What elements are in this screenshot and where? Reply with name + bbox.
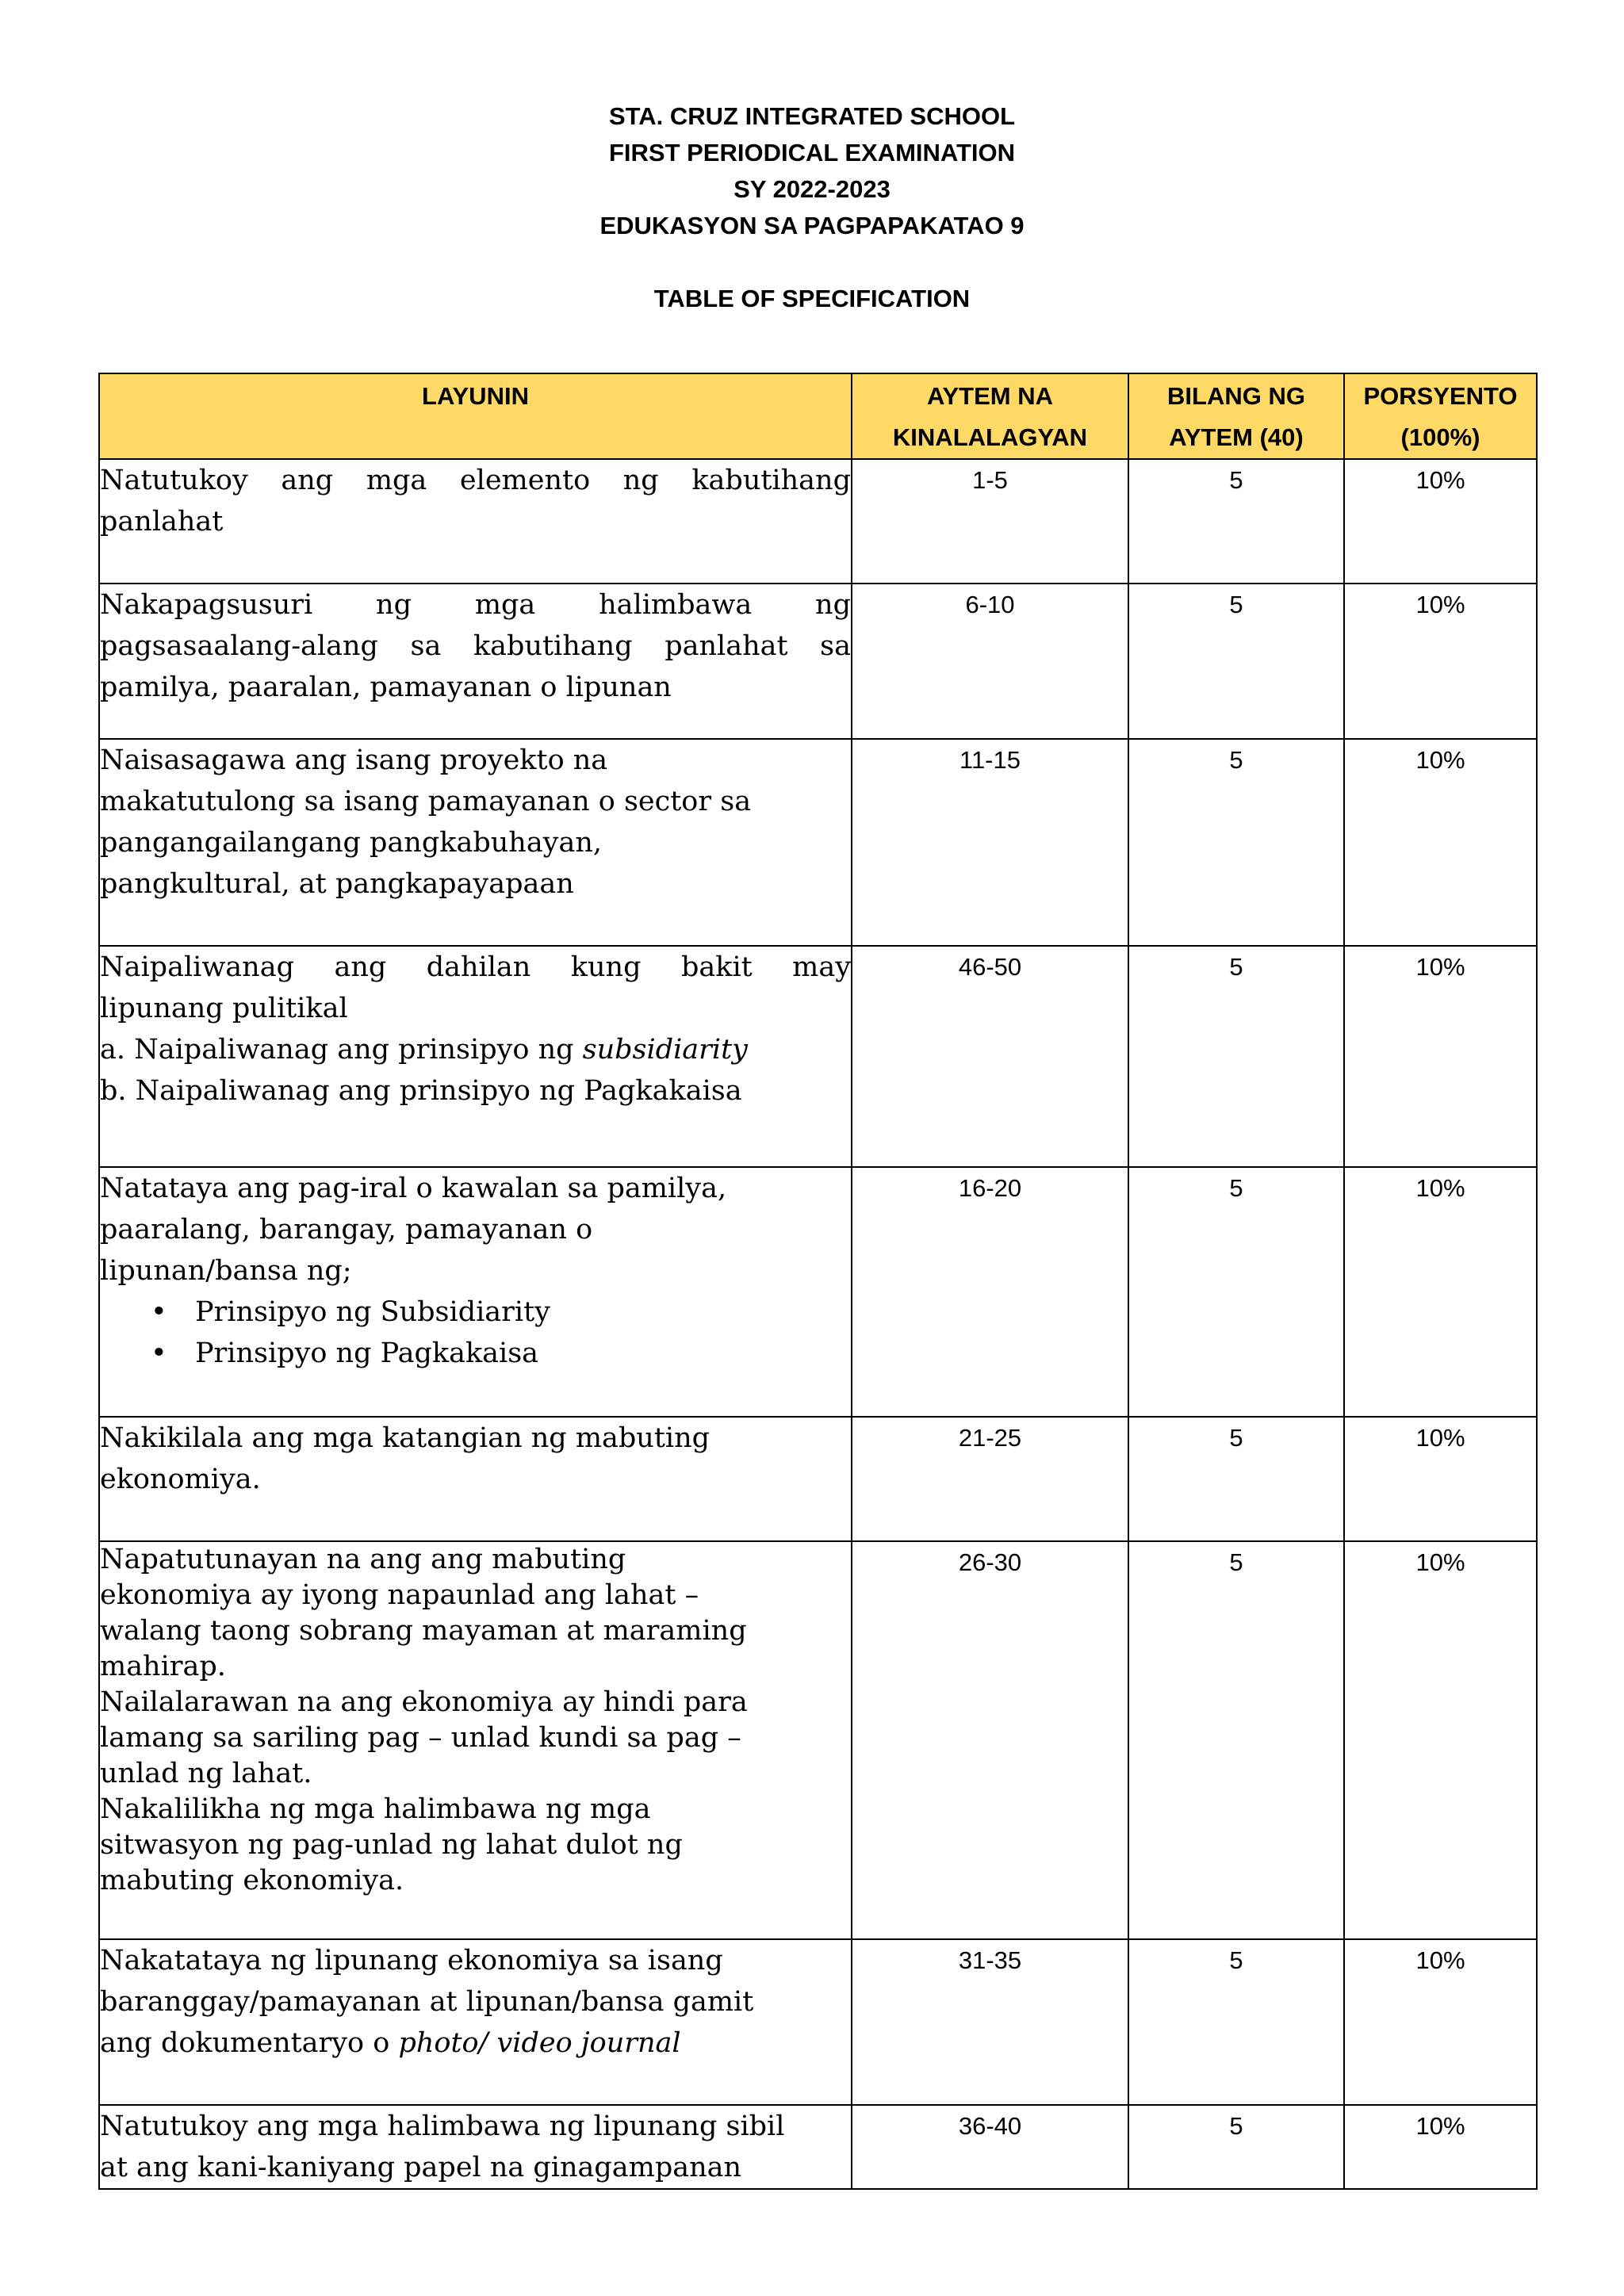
bilang-cell: 5 bbox=[1128, 1939, 1344, 2105]
objective-line: makatutulong sa isang pamayanan o sector sa bbox=[100, 786, 752, 817]
porsyento-cell: 10% bbox=[1344, 1417, 1537, 1541]
objective-line-text: ang dokumentaryo o bbox=[100, 2027, 399, 2059]
column-header-porsyento-line-1: PORSYENTO bbox=[1363, 382, 1518, 410]
objective-line: baranggay/pamayanan at lipunan/bansa gamit bbox=[100, 1986, 754, 2018]
objective-cell bbox=[99, 584, 852, 739]
objective-line: Naisasagawa ang isang proyekto na bbox=[100, 744, 608, 776]
objective-line: paaralang, barangay, pamayanan o bbox=[100, 1214, 593, 1246]
bilang-cell: 5 bbox=[1128, 1541, 1344, 1939]
table-row bbox=[99, 739, 1537, 946]
aytem-cell: 46-50 bbox=[852, 946, 1128, 1167]
aytem-cell: 26-30 bbox=[852, 1541, 1128, 1939]
objective-sub-a-italic: subsidiarity bbox=[582, 1034, 748, 1066]
column-header-bilang bbox=[1128, 373, 1344, 459]
objective-line: Napatutunayan na ang ang mabuting bbox=[100, 1544, 626, 1575]
column-header-bilang-line-1: BILANG NG bbox=[1167, 382, 1305, 410]
objective-line: Nakalilikha ng mga halimbawa ng mga bbox=[100, 1793, 651, 1825]
document-header bbox=[0, 98, 1624, 317]
bullet-icon: • bbox=[151, 1337, 167, 1369]
table-header-row bbox=[99, 373, 1537, 459]
bilang-cell: 5 bbox=[1128, 1417, 1344, 1541]
table-row bbox=[99, 2105, 1537, 2189]
porsyento-cell: 10% bbox=[1344, 1167, 1537, 1417]
objective-cell bbox=[99, 1541, 852, 1939]
objective-line: Nakatataya ng lipunang ekonomiya sa isang bbox=[100, 1945, 723, 1976]
porsyento-cell: 10% bbox=[1344, 584, 1537, 739]
objective-cell bbox=[99, 739, 852, 946]
objective-line: Naipaliwanag ang dahilan kung bakit may bbox=[100, 951, 851, 983]
objective-line: lipunang pulitikal bbox=[100, 993, 348, 1024]
column-header-bilang-line-2: AYTEM (40) bbox=[1169, 423, 1304, 451]
objective-line: mabuting ekonomiya. bbox=[100, 1865, 404, 1896]
table-row bbox=[99, 459, 1537, 584]
objective-sub-a bbox=[100, 1029, 851, 1070]
objective-line: pangangailangang pangkabuhayan, bbox=[100, 827, 602, 859]
column-header-porsyento bbox=[1344, 373, 1537, 459]
aytem-cell: 36-40 bbox=[852, 2105, 1128, 2189]
objective-line: ekonomiya ay iyong napaunlad ang lahat – bbox=[100, 1579, 699, 1611]
aytem-cell: 1-5 bbox=[852, 459, 1128, 584]
bilang-cell: 5 bbox=[1128, 2105, 1344, 2189]
column-header-aytem-line-2: KINALALAGYAN bbox=[892, 423, 1088, 451]
objective-line: walang taong sobrang mayaman at maraming bbox=[100, 1615, 747, 1647]
objective-line: sitwasyon ng pag-unlad ng lahat dulot ng bbox=[100, 1829, 683, 1861]
objective-line: Natutukoy ang mga halimbawa ng lipunang sibil bbox=[100, 2110, 785, 2142]
table-row bbox=[99, 584, 1537, 739]
porsyento-cell: 10% bbox=[1344, 1939, 1537, 2105]
objective-sub-a-text: a. Naipaliwanag ang prinsipyo ng bbox=[100, 1034, 583, 1066]
aytem-cell: 6-10 bbox=[852, 584, 1128, 739]
porsyento-cell: 10% bbox=[1344, 1541, 1537, 1939]
table-row bbox=[99, 1417, 1537, 1541]
bilang-cell: 5 bbox=[1128, 1167, 1344, 1417]
objective-line: pagsasaalang-alang sa kabutihang panlahat sa bbox=[100, 630, 851, 662]
objective-line: pangkultural, at pangkapayapaan bbox=[100, 868, 574, 900]
column-header-aytem bbox=[852, 373, 1128, 459]
objective-line: panlahat bbox=[100, 506, 224, 538]
objective-line bbox=[100, 2022, 851, 2064]
objective-line: lipunan/bansa ng; bbox=[100, 1255, 352, 1287]
aytem-cell: 11-15 bbox=[852, 739, 1128, 946]
objective-line: ekonomiya. bbox=[100, 1464, 261, 1495]
bilang-cell: 5 bbox=[1128, 584, 1344, 739]
aytem-cell: 31-35 bbox=[852, 1939, 1128, 2105]
objective-line: Nailalarawan na ang ekonomiya ay hindi para bbox=[100, 1686, 748, 1718]
porsyento-cell: 10% bbox=[1344, 459, 1537, 584]
objective-line: Nakapagsusuri ng mga halimbawa ng bbox=[100, 589, 851, 621]
objective-line: pamilya, paaralan, pamayanan o lipunan bbox=[100, 672, 672, 703]
objective-line: Nakikilala ang mga katangian ng mabuting bbox=[100, 1422, 710, 1454]
objective-line: Natutukoy ang mga elemento ng kabutihang bbox=[100, 465, 851, 496]
porsyento-cell: 10% bbox=[1344, 739, 1537, 946]
bullet-icon: • bbox=[151, 1296, 167, 1328]
column-header-layunin: LAYUNIN bbox=[99, 373, 852, 459]
objective-line: mahirap. bbox=[100, 1651, 226, 1682]
table-row bbox=[99, 1541, 1537, 1939]
objective-line: at ang kani-kaniyang papel na ginagampanan bbox=[100, 2152, 742, 2183]
list-item bbox=[100, 1333, 851, 1374]
school-name: STA. CRUZ INTEGRATED SCHOOL bbox=[608, 102, 1016, 130]
column-header-aytem-line-1: AYTEM NA bbox=[926, 382, 1054, 410]
objective-line: Natataya ang pag-iral o kawalan sa pamilya, bbox=[100, 1173, 727, 1204]
column-header-porsyento-line-2: (100%) bbox=[1400, 423, 1480, 451]
subject-name: EDUKASYON SA PAGPAPAKATAO 9 bbox=[599, 212, 1025, 239]
objective-cell bbox=[99, 459, 852, 584]
objective-line: unlad ng lahat. bbox=[100, 1758, 312, 1789]
objective-cell bbox=[99, 1417, 852, 1541]
table-row bbox=[99, 1939, 1537, 2105]
bilang-cell: 5 bbox=[1128, 739, 1344, 946]
objective-cell bbox=[99, 2105, 852, 2189]
objective-cell bbox=[99, 946, 852, 1167]
table-row bbox=[99, 1167, 1537, 1417]
school-year: SY 2022-2023 bbox=[733, 175, 891, 203]
exam-name: FIRST PERIODICAL EXAMINATION bbox=[608, 139, 1016, 166]
specification-table bbox=[98, 373, 1538, 2190]
objective-bullet-list bbox=[100, 1292, 851, 1374]
bullet-text: Prinsipyo ng Subsidiarity bbox=[195, 1296, 550, 1328]
objective-cell bbox=[99, 1939, 852, 2105]
porsyento-cell: 10% bbox=[1344, 2105, 1537, 2189]
bullet-text: Prinsipyo ng Pagkakaisa bbox=[195, 1337, 539, 1369]
objective-line-italic: photo/ video journal bbox=[398, 2027, 681, 2059]
bilang-cell: 5 bbox=[1128, 459, 1344, 584]
porsyento-cell: 10% bbox=[1344, 946, 1537, 1167]
list-item bbox=[100, 1292, 851, 1333]
objective-line: lamang sa sariling pag – unlad kundi sa pag – bbox=[100, 1722, 741, 1754]
objective-cell bbox=[99, 1167, 852, 1417]
table-row bbox=[99, 946, 1537, 1167]
aytem-cell: 16-20 bbox=[852, 1167, 1128, 1417]
document-title: TABLE OF SPECIFICATION bbox=[653, 285, 971, 312]
objective-sub-b: b. Naipaliwanag ang prinsipyo ng Pagkakaisa bbox=[100, 1075, 742, 1107]
bilang-cell: 5 bbox=[1128, 946, 1344, 1167]
aytem-cell: 21-25 bbox=[852, 1417, 1128, 1541]
